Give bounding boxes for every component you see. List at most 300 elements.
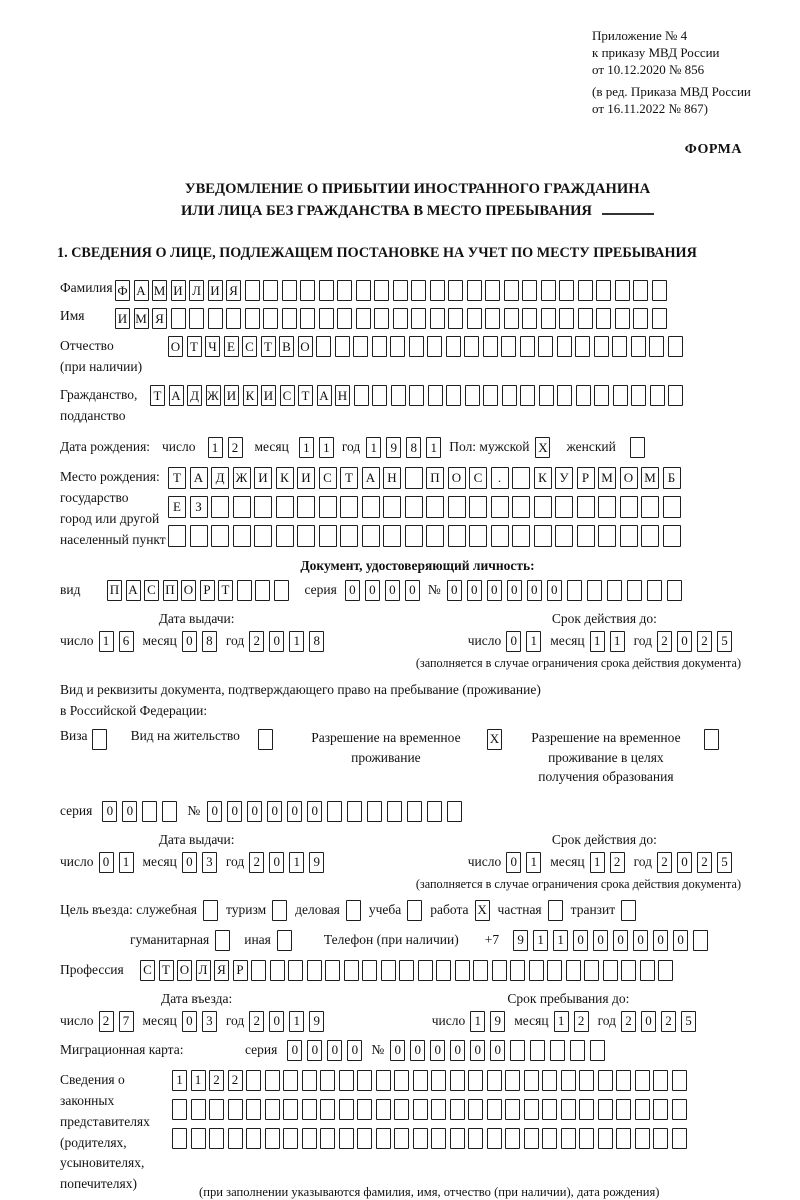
doc-issue-day[interactable]	[99, 631, 134, 652]
char-cell[interactable]	[391, 385, 406, 406]
entry-year[interactable]	[249, 1011, 324, 1032]
char-cell[interactable]: 2	[228, 437, 243, 458]
char-cell[interactable]	[246, 1099, 261, 1120]
char-cell[interactable]	[353, 336, 368, 357]
mig-number-field[interactable]	[390, 1040, 605, 1061]
purpose-private-checkbox[interactable]	[548, 900, 563, 921]
char-cell[interactable]	[633, 280, 648, 301]
char-cell[interactable]	[487, 1099, 502, 1120]
char-cell[interactable]: 0	[287, 801, 302, 822]
char-cell[interactable]: 2	[249, 852, 264, 873]
char-cell[interactable]: И	[297, 467, 315, 489]
char-cell[interactable]	[530, 1040, 545, 1061]
doc-issue-year[interactable]	[249, 631, 324, 652]
char-cell[interactable]: 5	[717, 852, 732, 873]
char-cell[interactable]: Л	[189, 280, 204, 301]
char-cell[interactable]	[520, 385, 535, 406]
char-cell[interactable]	[663, 496, 681, 518]
char-cell[interactable]: 2	[697, 631, 712, 652]
char-cell[interactable]	[426, 525, 444, 547]
char-cell[interactable]	[320, 1128, 335, 1149]
char-cell[interactable]: 1	[526, 631, 541, 652]
phone-field[interactable]	[513, 930, 708, 951]
char-cell[interactable]: 1	[610, 631, 625, 652]
char-cell[interactable]	[579, 1099, 594, 1120]
char-cell[interactable]	[162, 801, 177, 822]
char-cell[interactable]	[367, 801, 382, 822]
char-cell[interactable]: 1	[208, 437, 223, 458]
char-cell[interactable]: И	[171, 280, 186, 301]
char-cell[interactable]: А	[134, 280, 149, 301]
char-cell[interactable]	[393, 280, 408, 301]
char-cell[interactable]: 1	[426, 437, 441, 458]
char-cell[interactable]	[362, 525, 380, 547]
char-cell[interactable]: 0	[227, 801, 242, 822]
char-cell[interactable]	[413, 1128, 428, 1149]
char-cell[interactable]	[631, 385, 646, 406]
char-cell[interactable]: 2	[610, 852, 625, 873]
char-cell[interactable]: Н	[383, 467, 401, 489]
char-cell[interactable]: 2	[209, 1070, 224, 1091]
char-cell[interactable]	[538, 336, 553, 357]
char-cell[interactable]	[447, 801, 462, 822]
char-cell[interactable]	[621, 900, 636, 921]
char-cell[interactable]	[633, 308, 648, 329]
char-cell[interactable]: Т	[261, 336, 276, 357]
char-cell[interactable]: П	[107, 580, 122, 601]
char-cell[interactable]: П	[426, 467, 444, 489]
char-cell[interactable]	[467, 308, 482, 329]
char-cell[interactable]: Т	[150, 385, 165, 406]
char-cell[interactable]	[357, 1128, 372, 1149]
char-cell[interactable]: 1	[289, 631, 304, 652]
char-cell[interactable]	[418, 960, 433, 981]
char-cell[interactable]: Т	[168, 467, 186, 489]
char-cell[interactable]	[276, 525, 294, 547]
char-cell[interactable]	[579, 1128, 594, 1149]
char-cell[interactable]	[325, 960, 340, 981]
entry-month[interactable]	[182, 1011, 217, 1032]
char-cell[interactable]	[251, 960, 266, 981]
char-cell[interactable]	[615, 308, 630, 329]
char-cell[interactable]	[598, 525, 616, 547]
char-cell[interactable]	[409, 385, 424, 406]
char-cell[interactable]: 0	[593, 930, 608, 951]
char-cell[interactable]: 0	[673, 930, 688, 951]
char-cell[interactable]	[561, 1128, 576, 1149]
char-cell[interactable]	[335, 336, 350, 357]
char-cell[interactable]: 2	[661, 1011, 676, 1032]
char-cell[interactable]: 1	[366, 437, 381, 458]
char-cell[interactable]	[372, 336, 387, 357]
char-cell[interactable]	[450, 1128, 465, 1149]
char-cell[interactable]: И	[208, 280, 223, 301]
char-cell[interactable]	[430, 308, 445, 329]
char-cell[interactable]	[381, 960, 396, 981]
char-cell[interactable]: 2	[249, 631, 264, 652]
char-cell[interactable]	[265, 1070, 280, 1091]
char-cell[interactable]	[512, 467, 530, 489]
char-cell[interactable]: 0	[182, 1011, 197, 1032]
char-cell[interactable]	[246, 1070, 261, 1091]
char-cell[interactable]	[394, 1070, 409, 1091]
char-cell[interactable]: А	[126, 580, 141, 601]
char-cell[interactable]	[603, 960, 618, 981]
char-cell[interactable]	[300, 280, 315, 301]
char-cell[interactable]	[485, 280, 500, 301]
char-cell[interactable]: 0	[430, 1040, 445, 1061]
char-cell[interactable]	[522, 280, 537, 301]
char-cell[interactable]	[541, 308, 556, 329]
res-valid-year[interactable]	[657, 852, 732, 873]
char-cell[interactable]	[615, 280, 630, 301]
char-cell[interactable]: 0	[99, 852, 114, 873]
char-cell[interactable]: С	[140, 960, 155, 981]
char-cell[interactable]	[356, 308, 371, 329]
char-cell[interactable]	[265, 1128, 280, 1149]
citizenship-field[interactable]	[150, 385, 683, 406]
char-cell[interactable]: С	[242, 336, 257, 357]
char-cell[interactable]	[246, 1128, 261, 1149]
char-cell[interactable]	[505, 1099, 520, 1120]
char-cell[interactable]	[607, 580, 622, 601]
char-cell[interactable]	[430, 280, 445, 301]
char-cell[interactable]	[394, 1099, 409, 1120]
char-cell[interactable]	[376, 1070, 391, 1091]
char-cell[interactable]	[362, 496, 380, 518]
res-valid-day[interactable]	[506, 852, 541, 873]
char-cell[interactable]	[190, 525, 208, 547]
char-cell[interactable]	[621, 960, 636, 981]
char-cell[interactable]	[254, 496, 272, 518]
char-cell[interactable]	[594, 385, 609, 406]
char-cell[interactable]	[631, 336, 646, 357]
char-cell[interactable]	[653, 1099, 668, 1120]
char-cell[interactable]: Я	[226, 280, 241, 301]
char-cell[interactable]	[640, 960, 655, 981]
char-cell[interactable]	[504, 308, 519, 329]
char-cell[interactable]: В	[279, 336, 294, 357]
char-cell[interactable]	[641, 496, 659, 518]
res-valid-month[interactable]	[590, 852, 625, 873]
char-cell[interactable]	[427, 801, 442, 822]
char-cell[interactable]	[616, 1070, 631, 1091]
char-cell[interactable]	[142, 801, 157, 822]
char-cell[interactable]	[405, 525, 423, 547]
char-cell[interactable]	[598, 496, 616, 518]
char-cell[interactable]	[226, 308, 241, 329]
char-cell[interactable]	[399, 960, 414, 981]
char-cell[interactable]	[208, 308, 223, 329]
char-cell[interactable]	[512, 496, 530, 518]
char-cell[interactable]	[465, 385, 480, 406]
doc-valid-month[interactable]	[590, 631, 625, 652]
char-cell[interactable]	[357, 1099, 372, 1120]
char-cell[interactable]	[613, 385, 628, 406]
char-cell[interactable]	[383, 525, 401, 547]
char-cell[interactable]: 9	[309, 852, 324, 873]
char-cell[interactable]: 0	[506, 852, 521, 873]
char-cell[interactable]: 8	[406, 437, 421, 458]
char-cell[interactable]	[485, 308, 500, 329]
char-cell[interactable]	[211, 525, 229, 547]
char-cell[interactable]	[539, 385, 554, 406]
patronymic-field[interactable]	[168, 336, 683, 357]
char-cell[interactable]	[672, 1099, 687, 1120]
char-cell[interactable]: Ч	[205, 336, 220, 357]
char-cell[interactable]	[413, 1099, 428, 1120]
char-cell[interactable]	[653, 1128, 668, 1149]
char-cell[interactable]: О	[620, 467, 638, 489]
char-cell[interactable]	[672, 1070, 687, 1091]
char-cell[interactable]: 3	[202, 852, 217, 873]
char-cell[interactable]: 1	[319, 437, 334, 458]
char-cell[interactable]	[566, 960, 581, 981]
char-cell[interactable]: 0	[207, 801, 222, 822]
char-cell[interactable]: 9	[386, 437, 401, 458]
profession-field[interactable]	[140, 960, 673, 981]
char-cell[interactable]	[302, 1070, 317, 1091]
char-cell[interactable]	[356, 280, 371, 301]
doc-issue-month[interactable]	[182, 631, 217, 652]
representatives-row3[interactable]	[172, 1128, 687, 1149]
char-cell[interactable]	[272, 900, 287, 921]
char-cell[interactable]	[172, 1128, 187, 1149]
char-cell[interactable]: С	[469, 467, 487, 489]
char-cell[interactable]	[594, 336, 609, 357]
char-cell[interactable]	[319, 496, 337, 518]
char-cell[interactable]: 0	[102, 801, 117, 822]
char-cell[interactable]: 2	[657, 631, 672, 652]
char-cell[interactable]: 0	[347, 1040, 362, 1061]
purpose-business-checkbox[interactable]	[346, 900, 361, 921]
char-cell[interactable]: 0	[487, 580, 502, 601]
char-cell[interactable]	[302, 1128, 317, 1149]
char-cell[interactable]	[448, 280, 463, 301]
char-cell[interactable]: Я	[214, 960, 229, 981]
char-cell[interactable]	[567, 580, 582, 601]
char-cell[interactable]: 9	[309, 1011, 324, 1032]
char-cell[interactable]	[270, 960, 285, 981]
char-cell[interactable]	[168, 525, 186, 547]
char-cell[interactable]	[263, 308, 278, 329]
char-cell[interactable]	[522, 308, 537, 329]
char-cell[interactable]	[320, 1099, 335, 1120]
char-cell[interactable]	[570, 1040, 585, 1061]
char-cell[interactable]	[524, 1099, 539, 1120]
char-cell[interactable]	[265, 1099, 280, 1120]
char-cell[interactable]: 0	[247, 801, 262, 822]
char-cell[interactable]: 8	[202, 631, 217, 652]
char-cell[interactable]: О	[448, 467, 466, 489]
char-cell[interactable]	[598, 1099, 613, 1120]
char-cell[interactable]	[319, 308, 334, 329]
residence-permit-checkbox[interactable]	[258, 729, 273, 750]
char-cell[interactable]: Ж	[206, 385, 221, 406]
char-cell[interactable]: Р	[200, 580, 215, 601]
char-cell[interactable]	[550, 1040, 565, 1061]
char-cell[interactable]: 9	[513, 930, 528, 951]
char-cell[interactable]	[542, 1128, 557, 1149]
char-cell[interactable]	[233, 525, 251, 547]
char-cell[interactable]	[483, 385, 498, 406]
char-cell[interactable]	[436, 960, 451, 981]
char-cell[interactable]: 0	[653, 930, 668, 951]
char-cell[interactable]	[372, 385, 387, 406]
char-cell[interactable]	[693, 930, 708, 951]
char-cell[interactable]: О	[298, 336, 313, 357]
char-cell[interactable]: А	[362, 467, 380, 489]
char-cell[interactable]	[512, 525, 530, 547]
char-cell[interactable]	[658, 960, 673, 981]
char-cell[interactable]	[407, 801, 422, 822]
char-cell[interactable]: Т	[340, 467, 358, 489]
char-cell[interactable]	[189, 308, 204, 329]
char-cell[interactable]: 0	[527, 580, 542, 601]
char-cell[interactable]	[667, 580, 682, 601]
char-cell[interactable]: 1	[172, 1070, 187, 1091]
char-cell[interactable]	[450, 1070, 465, 1091]
char-cell[interactable]	[590, 1040, 605, 1061]
char-cell[interactable]: К	[534, 467, 552, 489]
char-cell[interactable]	[616, 1128, 631, 1149]
sex-female-checkbox[interactable]	[630, 437, 645, 458]
char-cell[interactable]	[172, 1099, 187, 1120]
char-cell[interactable]	[464, 336, 479, 357]
purpose-humanitarian-checkbox[interactable]	[215, 930, 230, 951]
char-cell[interactable]	[650, 385, 665, 406]
purpose-transit-checkbox[interactable]	[621, 900, 636, 921]
char-cell[interactable]	[258, 729, 273, 750]
char-cell[interactable]	[559, 280, 574, 301]
char-cell[interactable]: О	[181, 580, 196, 601]
birth-day-field[interactable]	[208, 437, 243, 458]
char-cell[interactable]	[630, 437, 645, 458]
mig-series-field[interactable]	[287, 1040, 362, 1061]
char-cell[interactable]	[561, 1099, 576, 1120]
birth-year-field[interactable]	[366, 437, 441, 458]
char-cell[interactable]	[446, 336, 461, 357]
char-cell[interactable]: 0	[410, 1040, 425, 1061]
char-cell[interactable]: 8	[309, 631, 324, 652]
char-cell[interactable]: Р	[577, 467, 595, 489]
char-cell[interactable]: 0	[269, 631, 284, 652]
char-cell[interactable]: 0	[182, 631, 197, 652]
char-cell[interactable]	[407, 900, 422, 921]
char-cell[interactable]	[409, 336, 424, 357]
char-cell[interactable]	[578, 308, 593, 329]
char-cell[interactable]: К	[276, 467, 294, 489]
char-cell[interactable]: 2	[228, 1070, 243, 1091]
doc-valid-year[interactable]	[657, 631, 732, 652]
res-number-field[interactable]	[207, 801, 462, 822]
char-cell[interactable]	[469, 496, 487, 518]
char-cell[interactable]	[505, 1070, 520, 1091]
temp-residence-edu-checkbox[interactable]	[704, 729, 719, 750]
char-cell[interactable]	[357, 1070, 372, 1091]
char-cell[interactable]: И	[115, 308, 130, 329]
char-cell[interactable]	[376, 1128, 391, 1149]
char-cell[interactable]	[668, 385, 683, 406]
char-cell[interactable]	[501, 336, 516, 357]
char-cell[interactable]: М	[641, 467, 659, 489]
char-cell[interactable]	[277, 930, 292, 951]
char-cell[interactable]: 2	[697, 852, 712, 873]
char-cell[interactable]: О	[168, 336, 183, 357]
char-cell[interactable]: Ж	[233, 467, 251, 489]
char-cell[interactable]: А	[169, 385, 184, 406]
char-cell[interactable]: С	[144, 580, 159, 601]
char-cell[interactable]	[652, 308, 667, 329]
char-cell[interactable]	[455, 960, 470, 981]
char-cell[interactable]: З	[190, 496, 208, 518]
char-cell[interactable]: 1	[553, 930, 568, 951]
char-cell[interactable]	[510, 1040, 525, 1061]
char-cell[interactable]	[635, 1128, 650, 1149]
char-cell[interactable]	[411, 280, 426, 301]
char-cell[interactable]: С	[319, 467, 337, 489]
char-cell[interactable]	[557, 385, 572, 406]
char-cell[interactable]: 2	[657, 852, 672, 873]
representatives-row1[interactable]	[172, 1070, 687, 1091]
char-cell[interactable]	[254, 525, 272, 547]
char-cell[interactable]: Н	[335, 385, 350, 406]
char-cell[interactable]	[431, 1128, 446, 1149]
char-cell[interactable]	[263, 280, 278, 301]
char-cell[interactable]: 1	[526, 852, 541, 873]
char-cell[interactable]: 0	[390, 1040, 405, 1061]
char-cell[interactable]: 0	[547, 580, 562, 601]
char-cell[interactable]	[319, 280, 334, 301]
char-cell[interactable]	[428, 385, 443, 406]
char-cell[interactable]: Д	[211, 467, 229, 489]
char-cell[interactable]	[555, 496, 573, 518]
char-cell[interactable]: И	[261, 385, 276, 406]
char-cell[interactable]: 0	[447, 580, 462, 601]
char-cell[interactable]	[413, 1070, 428, 1091]
char-cell[interactable]: 0	[307, 1040, 322, 1061]
temp-residence-checkbox[interactable]	[487, 729, 502, 750]
char-cell[interactable]	[559, 308, 574, 329]
char-cell[interactable]	[203, 900, 218, 921]
char-cell[interactable]	[339, 1070, 354, 1091]
char-cell[interactable]	[339, 1128, 354, 1149]
char-cell[interactable]	[387, 801, 402, 822]
char-cell[interactable]: 0	[613, 930, 628, 951]
char-cell[interactable]	[587, 580, 602, 601]
char-cell[interactable]: 1	[590, 631, 605, 652]
char-cell[interactable]	[327, 801, 342, 822]
birth-place-row3[interactable]	[168, 525, 681, 547]
char-cell[interactable]	[346, 900, 361, 921]
char-cell[interactable]	[274, 580, 289, 601]
char-cell[interactable]	[529, 960, 544, 981]
char-cell[interactable]	[620, 525, 638, 547]
char-cell[interactable]: 1	[99, 631, 114, 652]
char-cell[interactable]	[561, 1070, 576, 1091]
char-cell[interactable]	[620, 496, 638, 518]
char-cell[interactable]: 1	[299, 437, 314, 458]
char-cell[interactable]	[228, 1128, 243, 1149]
char-cell[interactable]: Р	[233, 960, 248, 981]
surname-field[interactable]	[115, 280, 667, 301]
char-cell[interactable]	[578, 280, 593, 301]
char-cell[interactable]	[448, 496, 466, 518]
char-cell[interactable]	[237, 580, 252, 601]
char-cell[interactable]: Я	[152, 308, 167, 329]
char-cell[interactable]: 0	[269, 852, 284, 873]
char-cell[interactable]: Т	[298, 385, 313, 406]
